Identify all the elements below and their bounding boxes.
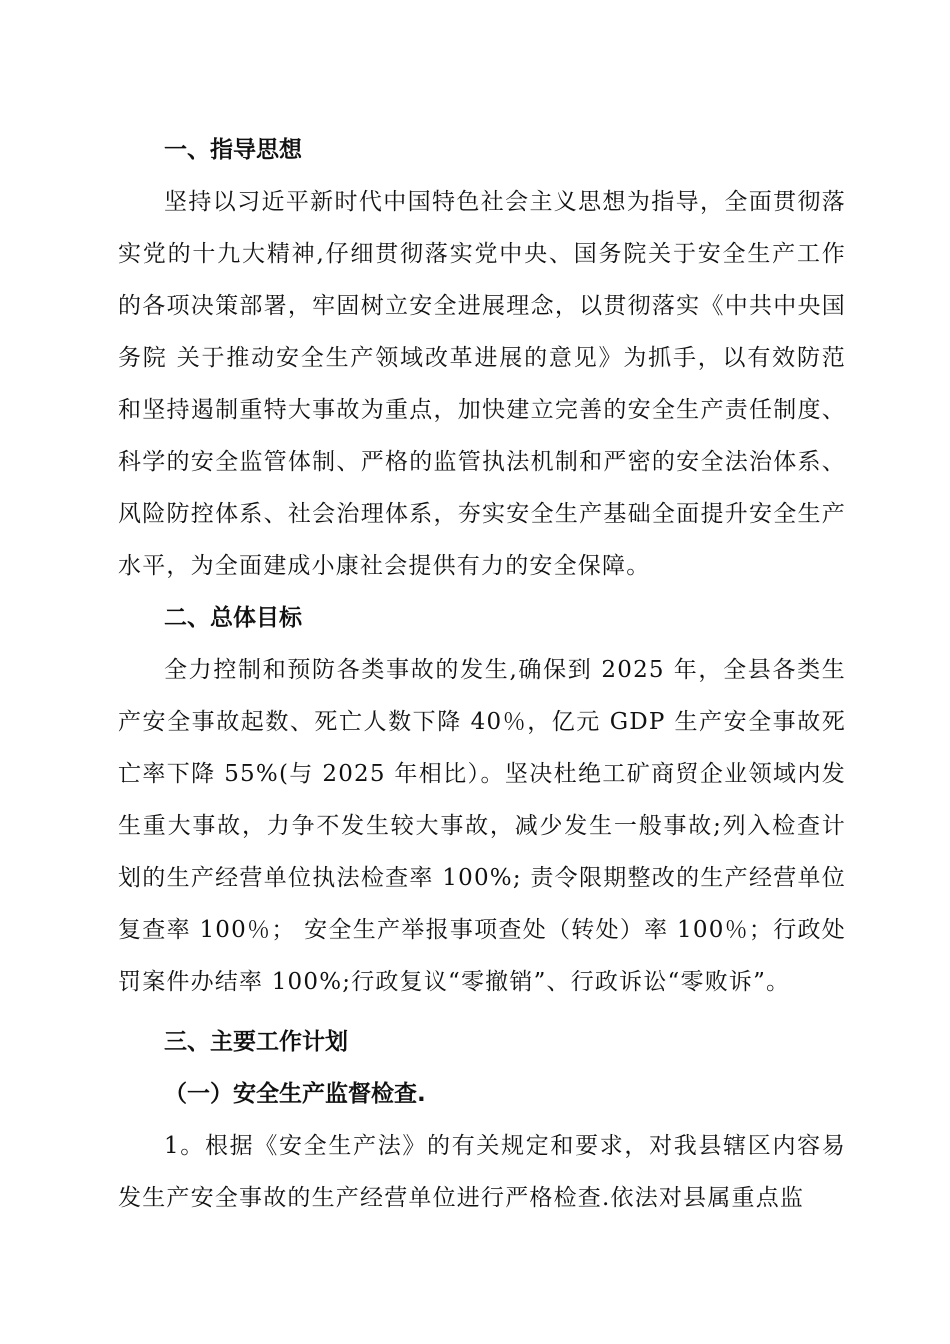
paragraph-overall-goals: 全力控制和预防各类事故的发生,确保到 2025 年，全县各类生产安全事故起数、死亡人数下降 40％，亿元 GDP 生产安全事故死亡率下降 55%(与 2025 年相比）。坚决杜绝工矿商贸企业领域内发生重大事故，力争不发生较大事故，减少发生一般事故;列入检查计划的生产经营单位执法检查率 100%; 责令限期整改的生产经营单位复查率 100％； 安全生产举报事项查处（转处）率 100％；行政处罚案件办结率 100%;行政复议“零撤销”、行政诉讼“零败诉”。 <box>118 657 846 995</box>
subheading-supervision-inspection: （一）安全生产监督检查. <box>164 1081 426 1107</box>
document-body <box>118 124 846 1224</box>
section-heading-work-plan: 三、主要工作计划 <box>164 1029 348 1055</box>
paragraph-supervision-inspection: 1。根据《安全生产法》的有关规定和要求，对我县辖区内容易发生产安全事故的生产经营单位进行严格检查.依法对县属重点监 <box>118 1133 846 1211</box>
section-heading-guiding-ideology: 一、指导思想 <box>164 137 302 163</box>
section-heading-overall-goals: 二、总体目标 <box>164 605 302 631</box>
spacer <box>118 1008 846 1016</box>
paragraph-guiding-ideology: 坚持以习近平新时代中国特色社会主义思想为指导，全面贯彻落实党的十九大精神,仔细贯彻落实党中央、国务院关于安全生产工作的各项决策部署，牢固树立安全进展理念，以贯彻落实《中共中央国务院 关于推动安全生产领域改革进展的意见》为抓手，以有效防范和坚持遏制重特大事故为重点，加快建立完善的安全生产责任制度、科学的安全监管体制、严格的监管执法机制和严密的安全法治体系、风险防控体系、社会治理体系，夯实安全生产基础全面提升安全生产水平，为全面建成小康社会提供有力的安全保障。 <box>118 189 846 579</box>
